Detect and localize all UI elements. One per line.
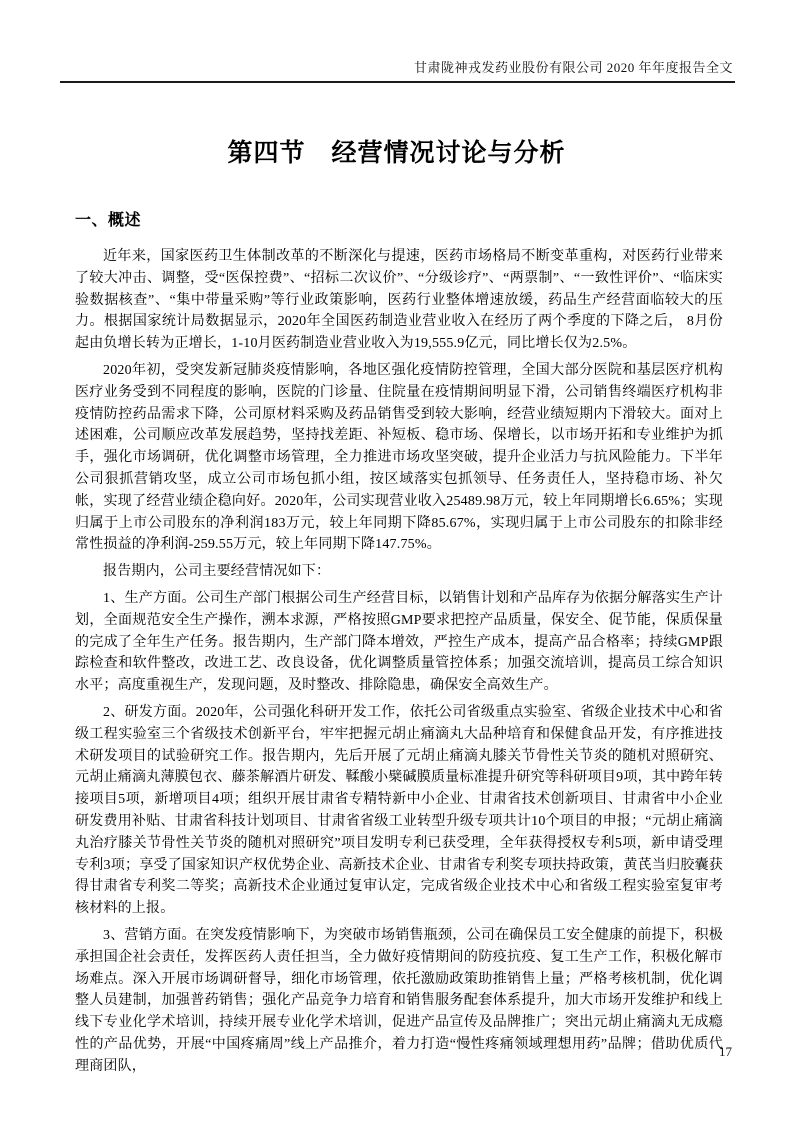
document-body	[75, 207, 723, 1077]
paragraph-rnd: 2、研发方面。2020年，公司强化科研开发工作，依托公司省级重点实验室、省级企业技术中心和省级工程实验室三个省级技术创新平台，牢牢把握元胡止痛滴丸大品种培育和保健食品开发，有序推进技术研发项目的试验研究工作。报告期内，先后开展了元胡止痛滴丸膝关节骨性关节炎的随机对照研究、元胡止痛滴丸薄膜包衣、藤茶解酒片研发、鞣酸小檗碱膜质量标准提升研究等科研项目9项，其中跨年转接项目5项，新增项目4项；组织开展甘肃省专精特新中小企业、甘肃省技术创新项目、甘肃省中小企业研发费用补贴、甘肃省科技计划项目、甘肃省省级工业转型升级专项共计10个项目的申报；“元胡止痛滴丸治疗膝关节骨性关节炎的随机对照研究”项目发明专利已获受理，全年获得授权专利5项，新申请受理专利3项；享受了国家知识产权优势企业、高新技术企业、甘肃省专利奖专项扶持政策，黄芪当归胶囊获得甘肃省专利奖二等奖；高新技术企业通过复审认定，完成省级企业技术中心和省级工程实验室复审考核材料的上报。	[75, 704, 723, 917]
header-text: 甘肃陇神戎发药业股份有限公司 2020 年年度报告全文	[413, 60, 733, 75]
paragraph-production: 1、生产方面。公司生产部门根据公司生产经营目标，以销售计划和产品库存为依据分解落实生产计划，全面规范安全生产操作，溯本求源，严格按照GMP要求把控产品质量，保安全、促节能，保质保量的完成了全年生产任务。报告期内，生产部门降本增效，严控生产成本，提高产品合格率；持续GMP跟踪检查和软件整改，改进工艺、改良设备，优化调整质量管控体系；加强交流培训，提高员工综合知识水平；高度重视生产，发现问题，及时整改、排除隐患，确保安全高效生产。	[75, 590, 723, 694]
page-number: 17	[719, 1044, 732, 1059]
paragraph-overview-industry: 近年来，国家医药卫生体制改革的不断深化与提速，医药市场格局不断变革重构，对医药行业带来了较大冲击、调整，受“医保控费”、“招标二次议价”、“分级诊疗”、“两票制”、“一致性评价”、“临床实验数据核查”、“集中带量采购”等行业政策影响，医药行业整体增速放缓，药品生产经营面临较大的压力。根据国家统计局数据显示，2020年全国医药制造业营业收入在经历了两个季度的下降之后， 8月份起由负增长转为正增长，1-10月医药制造业营业收入为19,555.9亿元，同比增长仅为2.5%。	[75, 249, 723, 352]
paragraph-report-intro: 报告期内，公司主要经营情况如下：	[103, 564, 331, 580]
page-title: 第四节 经营情况讨论与分析	[227, 140, 566, 167]
paragraph-overview-covid-results: 2020年初，受突发新冠肺炎疫情影响，各地区强化疫情防控管理，全国大部分医院和基层医疗机构医疗业务受到不同程度的影响，医院的门诊量、住院量在疫情期间明显下滑，公司销售终端医疗机构非疫情防控药品需求下降，公司原材料采购及药品销售受到较大影响，经营业绩短期内下滑较大。面对上述困难，公司顺应改革发展趋势，坚持找差距、补短板、稳市场、保增长，以市场开拓和专业维护为抓手，强化市场调研，优化调整市场管理，全力推进市场攻坚突破，提升企业活力与抗风险能力。下半年公司狠抓营销攻坚，成立公司市场包抓小组，按区域落实包抓领导、任务责任人，坚持稳市场、补欠帐，实现了经营业绩企稳向好。2020年，公司实现营业收入25489.98万元，较上年同期增长6.65%；实现归属于上市公司股东的净利润183万元，较上年同期下降85.67%，实现归属于上市公司股东的扣除非经常性损益的净利润-259.55万元，较上年同期下降147.75%。	[75, 362, 723, 553]
page-header	[60, 57, 735, 83]
paragraph-marketing: 3、营销方面。在突发疫情影响下，为突破市场销售瓶颈，公司在确保员工安全健康的前提下，积极承担国企社会责任，发挥医药人责任担当，全力做好疫情期间的防疫抗疫、复工生产工作，积极化解市场难点。深入开展市场调研督导，细化市场管理，依托激励政策助推销售上量；严格考核机制，优化调整人员建制，加强普药销售；强化产品竞争力培育和销售服务配套体系提升，加大市场开发维护和线上线下专业化学术培训，持续开展专业化学术培训，促进产品宣传及品牌推广；突出元胡止痛滴丸无成瘾性的产品优势，开展“中国疼痛周”线上产品推介，着力打造“慢性疼痛领域理想用药”品牌；借助优质代理商团队，	[75, 927, 723, 1074]
section-heading: 一、概述	[75, 212, 142, 229]
